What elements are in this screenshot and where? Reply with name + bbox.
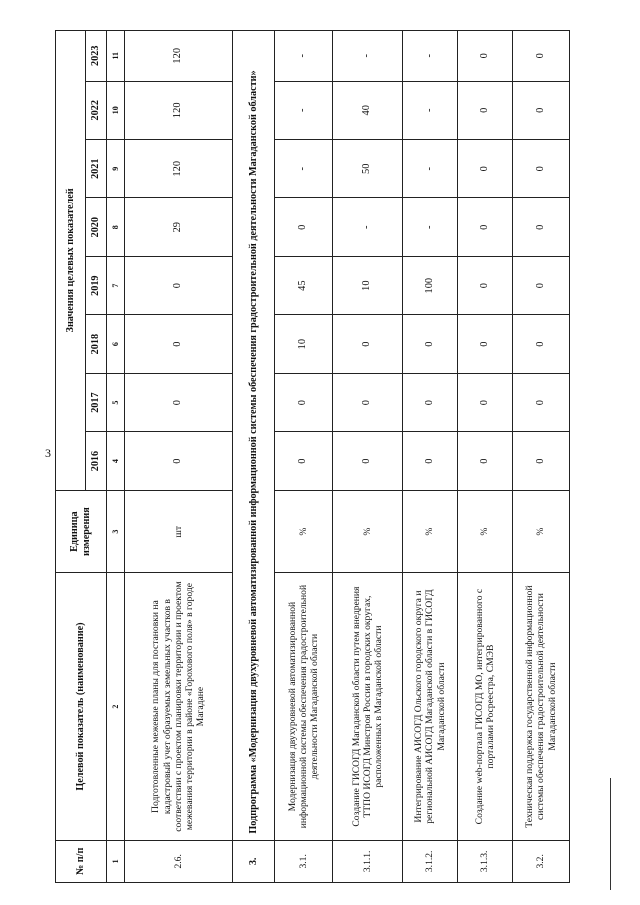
row-value: 120 <box>125 31 233 82</box>
row-name: Техническая поддержка государственной информационной системы обеспечения градостроительной деятельности Магаданской области <box>513 573 570 840</box>
row-name: Создание ГИСОГД Магаданской области путем внедрения ТТПО ИСОГД Минстроя России в городских округах, расположенных в Магаданской области <box>333 573 403 840</box>
header-year: 2022 <box>86 81 107 139</box>
indicators-table <box>55 30 570 883</box>
row-value: 0 <box>458 81 513 139</box>
table-row <box>125 31 233 883</box>
row-unit: % <box>333 490 403 573</box>
row-value: 0 <box>458 315 513 373</box>
index-cell: 1 <box>107 840 125 882</box>
row-value: - <box>403 31 458 82</box>
row-value: 0 <box>125 315 233 373</box>
header-year: 2021 <box>86 140 107 198</box>
table-row <box>403 31 458 883</box>
row-value: 120 <box>125 140 233 198</box>
header-name: Целевой показатель (наименование) <box>56 573 107 840</box>
row-value: 0 <box>333 432 403 490</box>
row-name: Подготовленные межевые планы для постановки на кадастровый учет образуемых земельных участков в соответствии с проектом планировки территории и проектом межевания территории в районе «Горохового поля» в городе Магадане <box>125 573 233 840</box>
row-value: 0 <box>513 315 570 373</box>
row-num: 3.2. <box>513 840 570 882</box>
row-value: 0 <box>458 373 513 431</box>
header-num: № п/п <box>56 840 107 882</box>
row-value: 0 <box>333 373 403 431</box>
row-value: - <box>275 140 333 198</box>
row-value: 0 <box>458 140 513 198</box>
row-value: 0 <box>513 81 570 139</box>
row-value: 10 <box>275 315 333 373</box>
row-value: 0 <box>275 432 333 490</box>
row-value: 40 <box>333 81 403 139</box>
row-value: 29 <box>125 198 233 256</box>
header-year: 2020 <box>86 198 107 256</box>
index-cell: 6 <box>107 315 125 373</box>
index-cell: 7 <box>107 256 125 314</box>
row-value: 0 <box>513 198 570 256</box>
index-cell: 11 <box>107 31 125 82</box>
row-value: 120 <box>125 81 233 139</box>
row-value: 0 <box>403 373 458 431</box>
index-cell: 5 <box>107 373 125 431</box>
row-num: 3.1. <box>275 840 333 882</box>
page-number: 3 <box>45 446 51 460</box>
header-year: 2019 <box>86 256 107 314</box>
row-value: 0 <box>513 140 570 198</box>
row-unit: % <box>275 490 333 573</box>
row-value: 0 <box>458 256 513 314</box>
header-unit: Единица измерения <box>56 490 107 573</box>
row-num: 3.1.3. <box>458 840 513 882</box>
row-value: - <box>333 31 403 82</box>
row-value: 0 <box>125 373 233 431</box>
row-value: 0 <box>275 373 333 431</box>
row-value: 10 <box>333 256 403 314</box>
row-value: 0 <box>513 256 570 314</box>
section-title: Подпрограмма «Модернизация двухуровневой автоматизированной информационной системы обеспечения градостроительной деятельности Магаданской области» <box>233 31 275 841</box>
row-unit: шт <box>125 490 233 573</box>
header-year: 2018 <box>86 315 107 373</box>
index-cell: 8 <box>107 198 125 256</box>
row-value: 0 <box>125 432 233 490</box>
section-num: 3. <box>233 840 275 882</box>
row-value: 0 <box>403 432 458 490</box>
row-unit: % <box>513 490 570 573</box>
row-value: - <box>403 140 458 198</box>
row-name: Модернизация двухуровневой автоматизированной информационной системы обеспечения градостроительной деятельности Магаданской области <box>275 573 333 840</box>
row-num: 3.1.2. <box>403 840 458 882</box>
row-value: 0 <box>275 198 333 256</box>
row-value: 100 <box>403 256 458 314</box>
header-values: Значения целевых показателей <box>56 31 86 491</box>
row-value: 45 <box>275 256 333 314</box>
row-value: - <box>333 198 403 256</box>
index-cell: 4 <box>107 432 125 490</box>
row-value: 0 <box>458 198 513 256</box>
row-unit: % <box>458 490 513 573</box>
table-row <box>458 31 513 883</box>
row-value: 0 <box>513 432 570 490</box>
table-row <box>333 31 403 883</box>
header-year: 2017 <box>86 373 107 431</box>
row-value: 0 <box>333 315 403 373</box>
section-row <box>233 31 275 883</box>
row-num: 3.1.1. <box>333 840 403 882</box>
index-cell: 9 <box>107 140 125 198</box>
row-value: 0 <box>513 373 570 431</box>
rotated-table-wrapper <box>55 30 565 883</box>
table-row <box>275 31 333 883</box>
row-value: 0 <box>125 256 233 314</box>
row-value: 0 <box>513 31 570 82</box>
row-value: - <box>403 81 458 139</box>
row-name: Интегрирование АИСОГД Ольского городского округа и региональной АИСОГД Магаданской области в ГИСОГД Магаданской области <box>403 573 458 840</box>
index-cell: 10 <box>107 81 125 139</box>
index-cell: 3 <box>107 490 125 573</box>
row-unit: % <box>403 490 458 573</box>
row-value: 0 <box>403 315 458 373</box>
row-num: 2.6. <box>125 840 233 882</box>
header-year: 2023 <box>86 31 107 82</box>
row-value: - <box>403 198 458 256</box>
row-name: Создание web-портала ГИСОГД МО, интегрированного с порталами Росреестра, СМЭВ <box>458 573 513 840</box>
footer-divider <box>610 778 611 890</box>
row-value: 0 <box>458 432 513 490</box>
row-value: 50 <box>333 140 403 198</box>
index-row <box>107 31 125 883</box>
header-year: 2016 <box>86 432 107 490</box>
table-row <box>513 31 570 883</box>
index-cell: 2 <box>107 573 125 840</box>
row-value: 0 <box>458 31 513 82</box>
row-value: - <box>275 81 333 139</box>
row-value: - <box>275 31 333 82</box>
